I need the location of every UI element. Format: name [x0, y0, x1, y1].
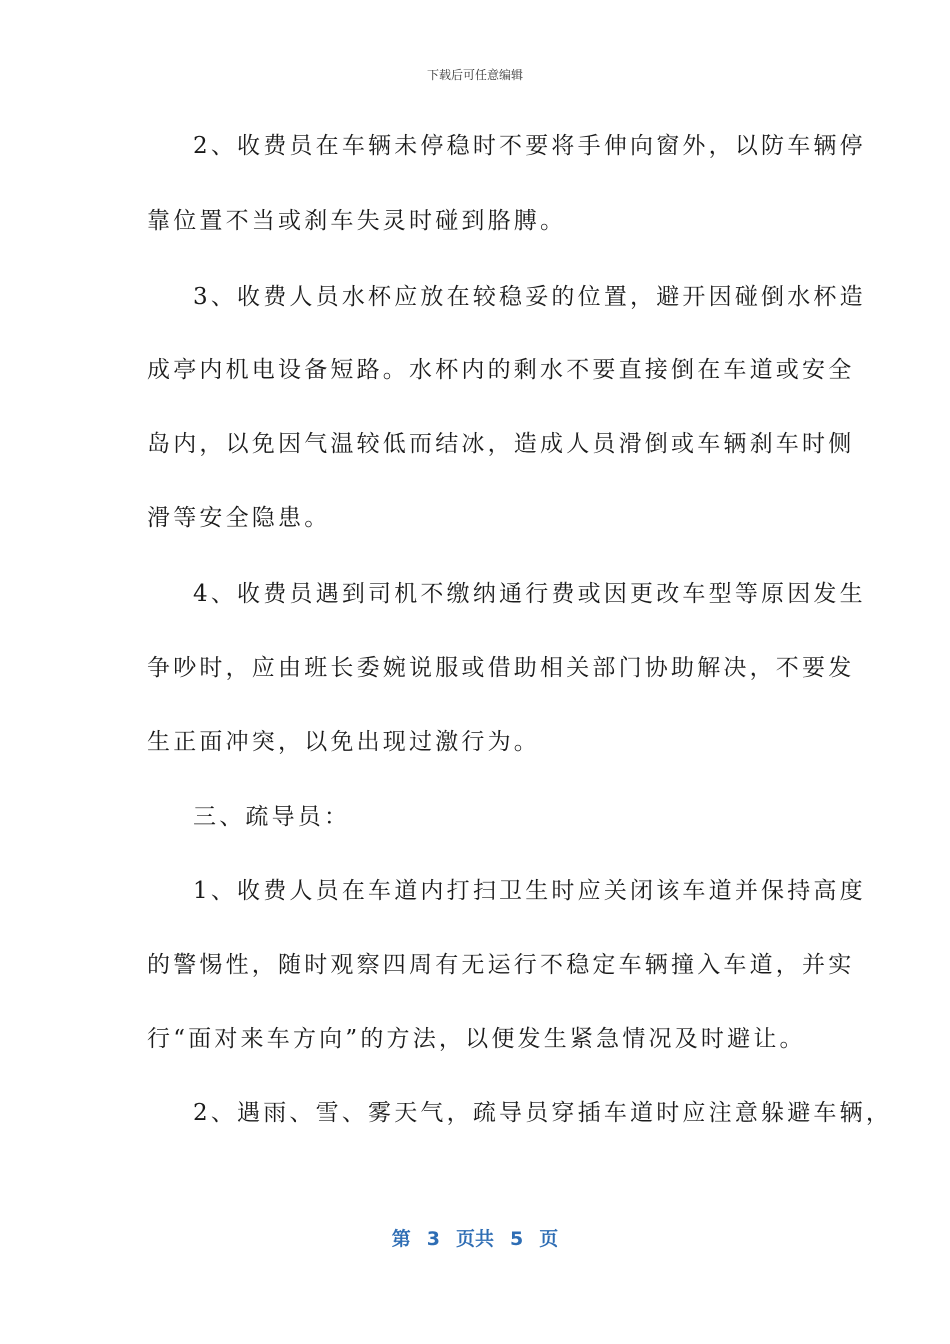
text-line: 1、收费人员在车道内打扫卫生时应关闭该车道并保持高度 [193, 878, 866, 904]
footer-suffix: 页 [539, 1228, 559, 1250]
page-number-footer [0, 1224, 950, 1251]
text-line: 生正面冲突，以免出现过激行为。 [147, 729, 540, 755]
footer-middle: 页共 [455, 1228, 494, 1250]
text-line: 成亭内机电设备短路。水杯内的剩水不要直接倒在车道或安全 [147, 357, 855, 383]
footer-current-page: 3 [426, 1228, 440, 1250]
text-line: 岛内，以免因气温较低而结冰，造成人员滑倒或车辆刹车时侧 [147, 431, 855, 457]
text-line: 3、收费人员水杯应放在较稳妥的位置，避开因碰倒水杯造 [193, 284, 866, 310]
footer-total-pages: 5 [510, 1228, 524, 1250]
page-header-note: 下载后可任意编辑 [426, 68, 523, 82]
text-line: 2、遇雨、雪、雾天气，疏导员穿插车道时应注意躲避车辆， [193, 1100, 893, 1126]
text-line: 的警惕性，随时观察四周有无运行不稳定车辆撞入车道，并实 [147, 952, 855, 978]
footer-prefix: 第 [391, 1228, 411, 1250]
text-line: 行“面对来车方向”的方法，以便发生紧急情况及时避让。 [147, 1026, 806, 1052]
text-line: 4、收费员遇到司机不缴纳通行费或因更改车型等原因发生 [193, 581, 866, 607]
text-line: 争吵时，应由班长委婉说服或借助相关部门协助解决，不要发 [147, 655, 855, 681]
section-heading: 三、疏导员： [193, 804, 351, 830]
text-line: 靠位置不当或刹车失灵时碰到胳膊。 [147, 208, 567, 234]
text-line: 2、收费员在车辆未停稳时不要将手伸向窗外，以防车辆停 [193, 133, 866, 159]
text-line: 滑等安全隐患。 [147, 505, 331, 531]
